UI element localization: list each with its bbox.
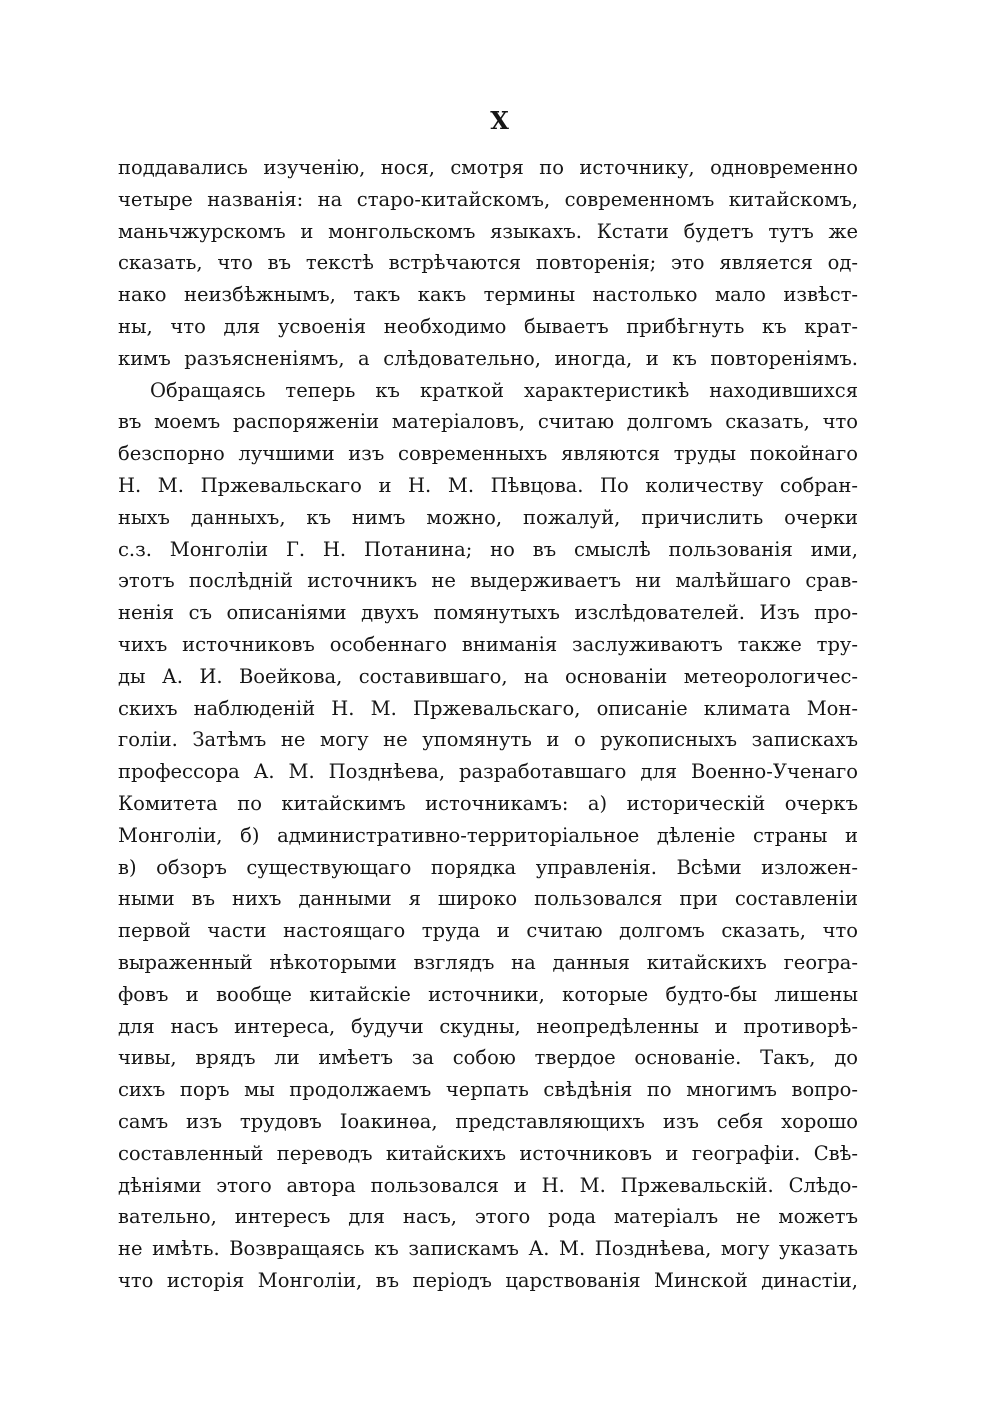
text-line: безспорно лучшими изъ современныхъ являются труды покойнаго bbox=[118, 442, 858, 466]
text-line: дѣніями этого автора пользовался и Н. М. Пржевальскій. Слѣдо- bbox=[118, 1173, 858, 1197]
text-line: въ моемъ распоряженіи матеріаловъ, считаю долгомъ сказать, что bbox=[118, 410, 858, 434]
text-line: кимъ разъясненіямъ, а слѣдовательно, иногда, и къ повтореніямъ. bbox=[118, 346, 858, 370]
page-number: X bbox=[490, 106, 510, 135]
text-line: Обращаясь теперь къ краткой характеристикѣ находившихся bbox=[150, 378, 858, 402]
text-line: чивы, врядъ ли имѣетъ за собою твердое основаніе. Такъ, до bbox=[118, 1046, 858, 1070]
text-line: в) обзоръ существующаго порядка управленія. Всѣми изложен- bbox=[118, 855, 858, 879]
text-line: Комитета по китайскимъ источникамъ: а) историческій очеркъ bbox=[118, 791, 858, 815]
text-line: поддавались изученію, нося, смотря по источнику, одновременно bbox=[118, 156, 858, 179]
text-line: для насъ интереса, будучи скудны, неопредѣленны и противорѣ- bbox=[118, 1014, 858, 1038]
text-line: ныхъ данныхъ, къ нимъ можно, пожалуй, причислить очерки bbox=[118, 505, 858, 529]
text-line: ны, что для усвоенія необходимо бываетъ прибѣгнуть къ крат- bbox=[118, 314, 858, 338]
text-line: маньчжурскомъ и монгольскомъ языкахъ. Кстати будетъ тутъ же bbox=[118, 219, 858, 243]
text-line: голіи. Затѣмъ не могу не упомянуть и о рукописныхъ запискахъ bbox=[118, 728, 858, 752]
text-line: что исторія Монголіи, въ періодъ царствованія Минской династіи, bbox=[118, 1268, 858, 1292]
text-line: с.з. Монголіи Г. Н. Потанина; но въ смыслѣ пользованія ими, bbox=[118, 537, 858, 561]
text-line: Монголіи, б) административно-территоріальное дѣленіе страны и bbox=[118, 823, 858, 847]
text-line: ными въ нихъ данными я широко пользовался при составленіи bbox=[118, 887, 858, 911]
text-line: не имѣть. Возвращаясь къ запискамъ А. М. Позднѣева, могу указать bbox=[118, 1237, 858, 1261]
text-line: фовъ и вообще китайскіе источники, которые будто-бы лишены bbox=[118, 982, 858, 1006]
text-line: составленный переводъ китайскихъ источниковъ и географіи. Свѣ- bbox=[118, 1141, 858, 1165]
text-line: профессора А. М. Позднѣева, разработавшаго для Военно-Ученаго bbox=[118, 760, 858, 784]
text-line: выраженный нѣкоторыми взглядъ на данныя китайскихъ геогра- bbox=[118, 950, 858, 974]
text-line: ды А. И. Воейкова, составившаго, на основаніи метеорологичес- bbox=[118, 664, 858, 688]
text-line: сказать, что въ текстѣ встрѣчаются повторенія; это является од- bbox=[118, 251, 858, 275]
text-line: скихъ наблюденій Н. М. Пржевальскаго, описаніе климата Мон- bbox=[118, 696, 858, 720]
text-line: этотъ послѣдній источникъ не выдерживаетъ ни малѣйшаго срав- bbox=[118, 569, 858, 593]
text-line: сихъ поръ мы продолжаемъ черпать свѣдѣнія по многимъ вопро- bbox=[118, 1078, 858, 1102]
text-line: нако неизбѣжнымъ, такъ какъ термины настолько мало извѣст- bbox=[118, 283, 858, 307]
text-line: первой части настоящаго труда и считаю долгомъ сказать, что bbox=[118, 919, 858, 943]
text-line: чихъ источниковъ особеннаго вниманія заслуживаютъ также тру- bbox=[118, 632, 858, 656]
body-text bbox=[118, 152, 858, 1297]
text-line: Н. М. Пржевальскаго и Н. М. Пѣвцова. По количеству собран- bbox=[118, 473, 858, 497]
text-line: четыре названія: на старо-китайскомъ, современномъ китайскомъ, bbox=[118, 187, 858, 211]
text-line: вательно, интересъ для насъ, этого рода матеріалъ не можетъ bbox=[118, 1205, 858, 1229]
text-line: самъ изъ трудовъ Іоакинѳа, представляющихъ изъ себя хорошо bbox=[118, 1109, 858, 1133]
text-line: ненія съ описаніями двухъ помянутыхъ изслѣдователей. Изъ про- bbox=[118, 601, 858, 625]
